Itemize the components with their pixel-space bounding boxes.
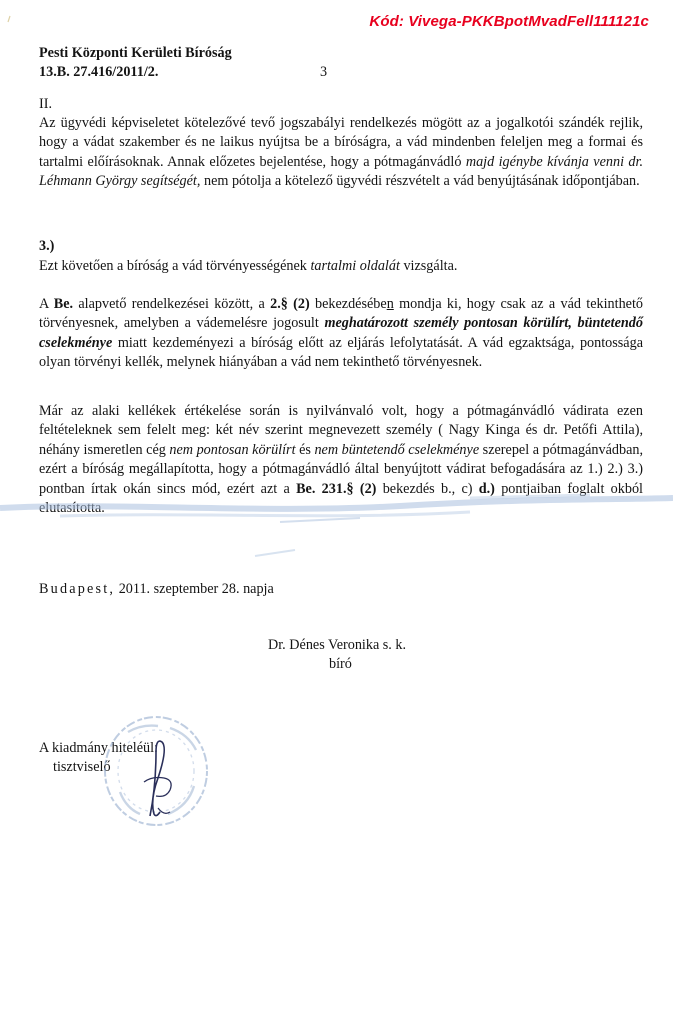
paragraph-legality: A Be. alapvető rendelkezései között, a 2.§ (2) bekezdésében mondja ki, hogy csak az a vád tekinthető törvényesnek, amelyben a vádemelésre jogosult meghatározott személy pontosan körülírt, büntetendő cselekménye miatt kezdeményezi a bíróság előtt az eljárás lefolytatását. A vád egzaktsága, pontossága olyan törvényi kellék, melynek hiányában a vád nem tekinthető törvényesnek. bbox=[39, 296, 643, 371]
official-seal-stamp bbox=[100, 712, 212, 830]
paragraph-intro: Ezt követően a bíróság a vád törvényességének tartalmi oldalát vizsgálta. bbox=[39, 258, 458, 274]
paragraph-rejection: Már az alaki kellékek értékelése során is nyilvánvaló volt, hogy a pótmagánvádló vádirata ezen feltételeknek sem felelt meg: két név szerint megnevezett személy ( Nagy Kinga és dr. Petőfi Attila), néhány ismeretlen cég nem pontosan körülírt és nem büntetendő cselekménye szerepel a pótmagánvádban, ezért a bíróság megállapította, hogy a pótmagánvádló által benyújtott vádirat befogadására az 1.) 2.) 3.) pontban írtak okán sincs mód, ezért azt a Be. 231.§ (2) bekezdés b., c) d.) pontjaiban foglalt okból elutasította. bbox=[39, 403, 644, 517]
signer-title: bíró bbox=[329, 656, 352, 672]
signer-name: Dr. Dénes Veronika s. k. bbox=[268, 637, 407, 653]
case-number: 13.B. 27.416/2011/2. bbox=[39, 64, 159, 80]
date-line: Budapest, 2011. szeptember 28. napja bbox=[39, 581, 274, 597]
clerk-label: tisztviselő bbox=[53, 759, 111, 775]
section-heading-ii: II. bbox=[39, 96, 52, 112]
page-number: 3 bbox=[320, 64, 328, 80]
document-code: Kód: Vivega-PKKBpotMvadFell111121c bbox=[369, 13, 649, 30]
paragraph-legal-representation: Az ügyvédi képviseletet kötelezővé tevő jogszabályi rendelkezés mögött az a jogalkotói szándék rejlik, hogy a vádat szakember és ne laikus nyújtsa be a bíróságra, a vád mindenben feleljen meg a formai és tartalmi előírásoknak. Annak előzetes bejelentése, hogy a pótmagánvádló majd igénybe kívánja venni dr. Léhmann György segítségét, nem pótolja a kötelező ügyvédi részvételt a vád benyújtásának időpontjában. bbox=[39, 115, 644, 190]
section-heading-3: 3.) bbox=[39, 238, 55, 254]
court-name: Pesti Központi Kerületi Bíróság bbox=[39, 45, 232, 61]
authentication-label: A kiadmány hiteléül: bbox=[39, 740, 158, 756]
